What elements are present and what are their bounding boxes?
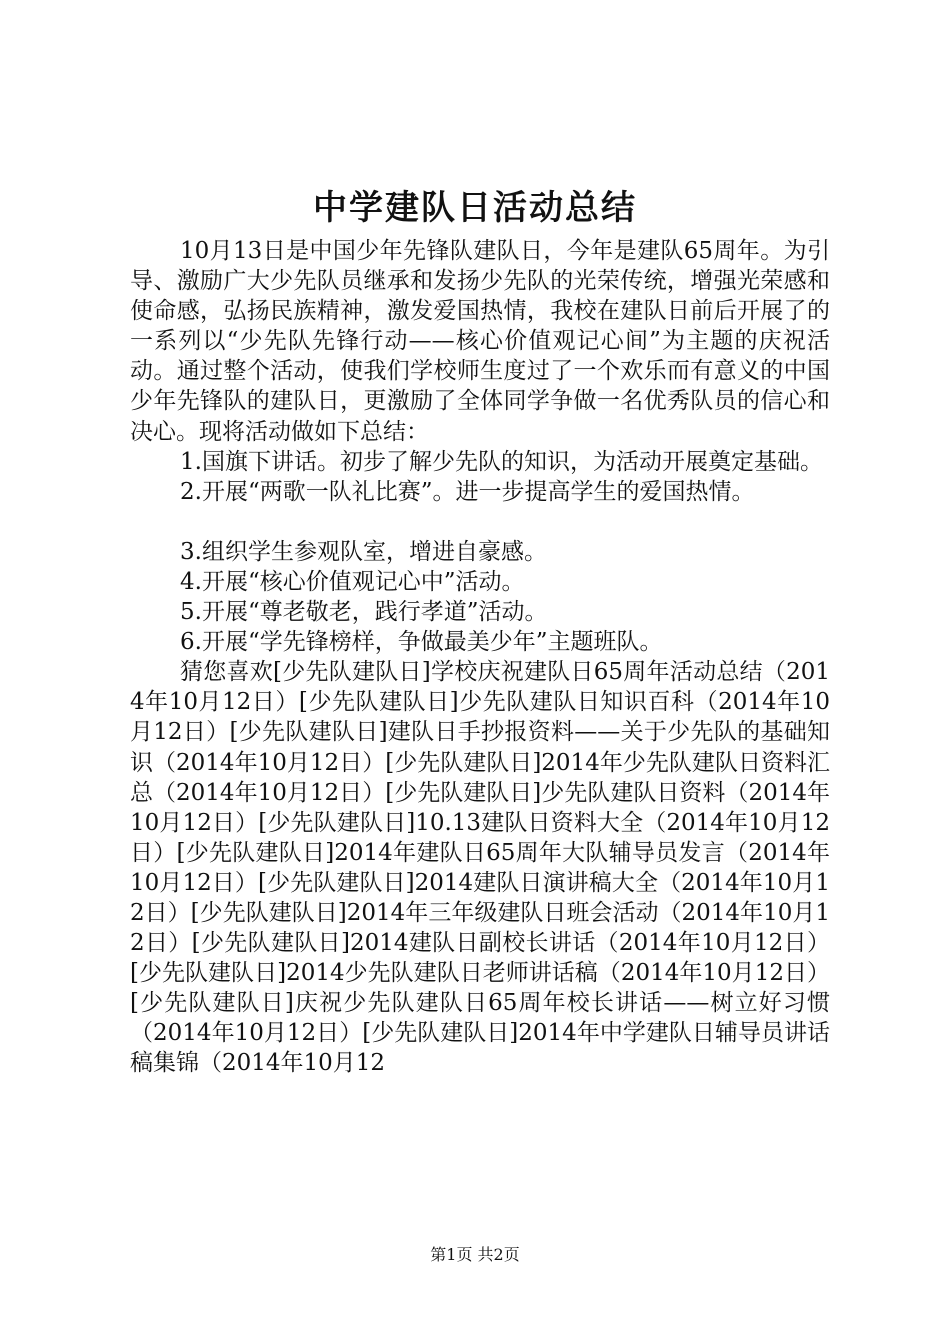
document-title: 中学建队日活动总结 <box>313 188 637 228</box>
list-item-1: 1.国旗下讲话。初步了解少先队的知识，为活动开展奠定基础。 <box>180 448 823 475</box>
list-item-3: 3.组织学生参观队室，增进自豪感。 <box>180 538 547 565</box>
document-body <box>130 236 830 1079</box>
list-item-2: 2.开展“两歌一队礼比赛”。进一步提高学生的爱国热情。 <box>180 478 755 505</box>
list-item-5: 5.开展“尊老敬老，践行孝道”活动。 <box>180 599 548 626</box>
intro-paragraph: 10月13日是中国少年先锋队建队日，今年是建队65周年。为引导、激励广大少先队员继承和发扬少先队的光荣传统，增强光荣感和使命感，弘扬民族精神，激发爱国热情，我校在建队日前后开展了的一系列以“少先队先锋行动——核心价值观记心间”为主题的庆祝活动。通过整个活动，使我们学校师生度过了一个欢乐而有意义的中国少年先锋队的建队日，更激励了全体同学争做一名优秀队员的信心和决心。现将活动做如下总结： <box>130 238 830 445</box>
list-item-4: 4.开展“核心价值观记心中”活动。 <box>180 568 525 595</box>
page-number: 第1页 共2页 <box>430 1245 520 1264</box>
list-item-6: 6.开展“学先锋榜样，争做最美少年”主题班队。 <box>180 629 663 656</box>
related-articles-paragraph: 猜您喜欢[少先队建队日]学校庆祝建队日65周年活动总结（2014年10月12日）[少先队建队日]少先队建队日知识百科（2014年10月12日）[少先队建队日]建队日手抄报资料——关于少先队的基础知识（2014年10月12日）[少先队建队日]2014年少先队建队日资料汇总（2014年10月12日）[少先队建队日]少先队建队日资料（2014年10月12日）[少先队建队日]10.13建队日资料大全（2014年10月12日）[少先队建队日]2014年建队日65周年大队辅导员发言（2014年10月12日）[少先队建队日]2014建队日演讲稿大全（2014年10月12日）[少先队建队日]2014年三年级建队日班会活动（2014年10月12日）[少先队建队日]2014建队日副校长讲话（2014年10月12日）[少先队建队日]2014少先队建队日老师讲话稿（2014年10月12日）[少先队建队日]庆祝少先队建队日65周年校长讲话——树立好习惯（2014年10月12日）[少先队建队日]2014年中学建队日辅导员讲话稿集锦（2014年10月12 <box>130 659 830 1077</box>
